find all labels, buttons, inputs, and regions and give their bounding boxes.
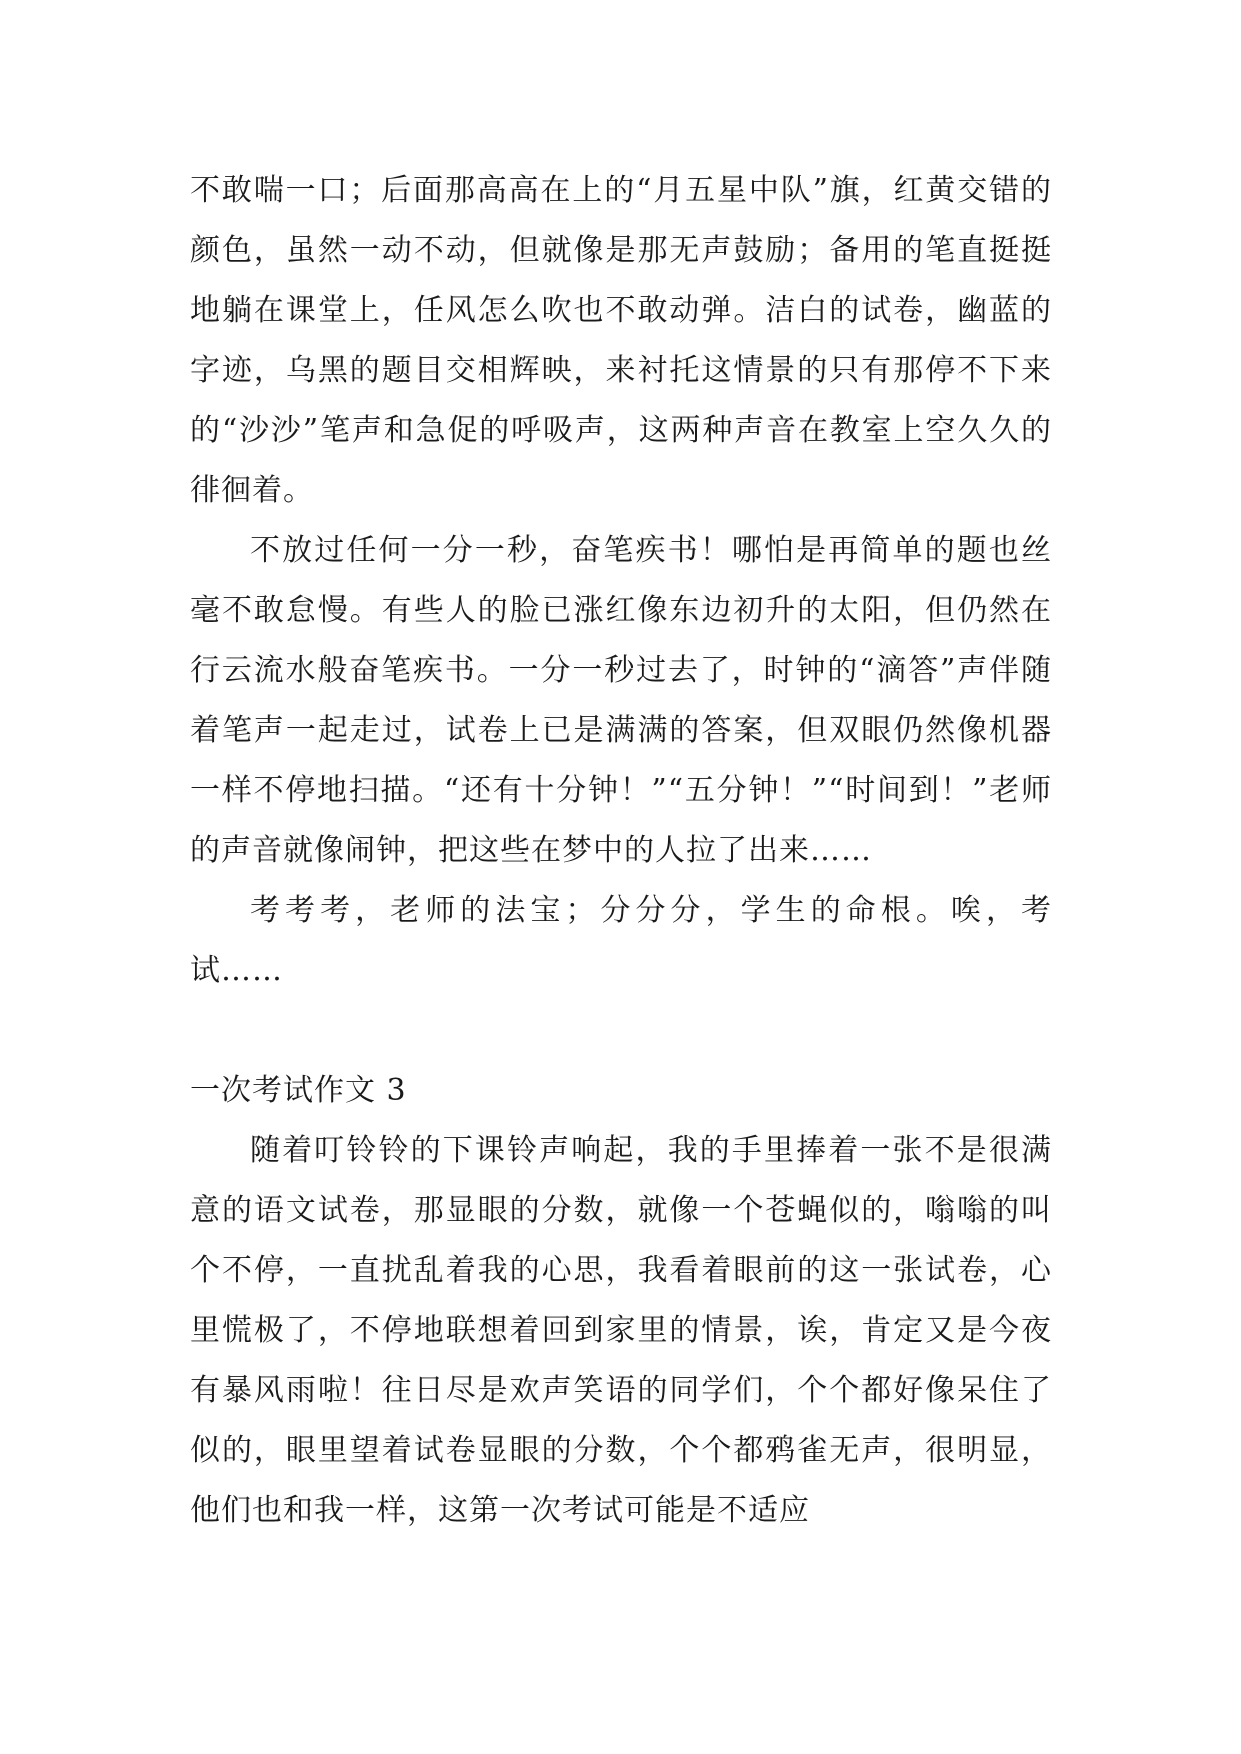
body-paragraph: 随着叮铃铃的下课铃声响起，我的手里捧着一张不是很满意的语文试卷，那显眼的分数，就像一个苍蝇似的，嗡嗡的叫个不停，一直扰乱着我的心思，我看着眼前的这一张试卷，心里慌极了，不停地联想着回到家里的情景，诶，肯定又是今夜有暴风雨啦！往日尽是欢声笑语的同学们，个个都好像呆住了似的，眼里望着试卷显眼的分数，个个都鸦雀无声，很明显，他们也和我一样，这第一次考试可能是不适应 xyxy=(190,1133,1052,1528)
body-paragraph: 不敢喘一口；后面那高高在上的“月五星中队”旗，红黄交错的颜色，虽然一动不动，但就像是那无声鼓励；备用的笔直挺挺地躺在课堂上，任风怎么吹也不敢动弹。洁白的试卷，幽蓝的字迹，乌黑的题目交相辉映，来衬托这情景的只有那停不下来的“沙沙”笔声和急促的呼吸声，这两种声音在教室上空久久的徘徊着。 xyxy=(190,173,1052,508)
body-paragraph: 不放过任何一分一秒，奋笔疾书！哪怕是再简单的题也丝毫不敢怠慢。有些人的脸已涨红像东边初升的太阳，但仍然在行云流水般奋笔疾书。一分一秒过去了，时钟的“滴答”声伴随着笔声一起走过，试卷上已是满满的答案，但双眼仍然像机器一样不停地扫描。“还有十分钟！”“五分钟！”“时间到！”老师的声音就像闹钟，把这些在梦中的人拉了出来…… xyxy=(190,533,1052,868)
essay-heading: 一次考试作文 3 xyxy=(190,1073,407,1108)
document-page xyxy=(190,161,1052,1541)
body-paragraph: 考考考，老师的法宝；分分分，学生的命根。唉，考试…… xyxy=(190,893,1052,988)
